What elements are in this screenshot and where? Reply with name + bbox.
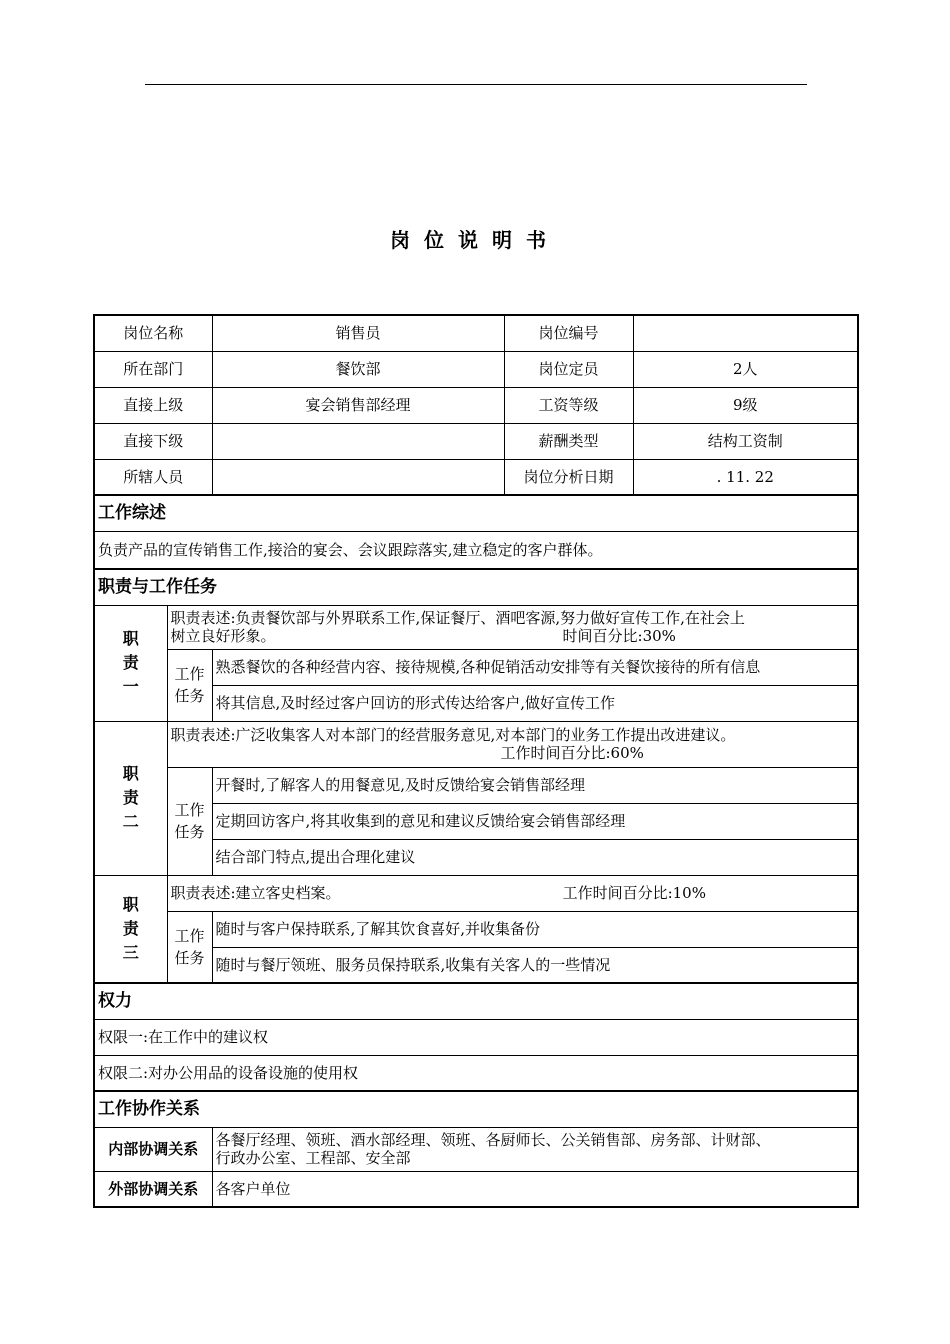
staff-value (212, 459, 504, 495)
duty-2-label: 职责二 (94, 721, 167, 875)
summary-heading: 工作综述 (94, 495, 858, 531)
position-name-label: 岗位名称 (94, 315, 212, 351)
analysis-date-value: . 11. 22 (633, 459, 858, 495)
summary-text: 负责产品的宣传销售工作,接洽的宴会、会议跟踪落实,建立稳定的客户群体。 (94, 531, 858, 569)
subordinate-value (212, 423, 504, 459)
duty-1-task-label: 工作任务 (167, 649, 212, 721)
duty-2-description: 职责表述:广泛收集客人对本部门的经营服务意见,对本部门的业务工作提出改进建议。 工作时间百分比:60% (167, 721, 858, 767)
authority-heading: 权力 (94, 983, 858, 1019)
position-name-value: 销售员 (212, 315, 504, 351)
headcount-label: 岗位定员 (504, 351, 633, 387)
duty-3-task-2: 随时与餐厅领班、服务员保持联系,收集有关客人的一些情况 (212, 947, 858, 983)
internal-coordination-value: 各餐厅经理、领班、酒水部经理、领班、各厨师长、公关销售部、房务部、计财部、 行政办公室、工程部、安全部 (212, 1127, 858, 1171)
duty-3-task-label: 工作任务 (167, 911, 212, 983)
duty-3-task-row (94, 911, 858, 947)
salary-grade-label: 工资等级 (504, 387, 633, 423)
subordinate-label: 直接下级 (94, 423, 212, 459)
header-rule (145, 84, 807, 85)
position-id-label: 岗位编号 (504, 315, 633, 351)
duty-2-task-3: 结合部门特点,提出合理化建议 (212, 839, 858, 875)
duty-2-task-label: 工作任务 (167, 767, 212, 875)
duty-2-task-2: 定期回访客户,将其收集到的意见和建议反馈给宴会销售部经理 (212, 803, 858, 839)
duty-2-desc-row (94, 721, 858, 767)
authority-item-2: 权限二:对办公用品的设备设施的使用权 (94, 1055, 858, 1091)
external-coordination-label: 外部协调关系 (94, 1171, 212, 1207)
staff-label: 所辖人员 (94, 459, 212, 495)
duty-1-desc-row (94, 605, 858, 649)
headcount-value: 2人 (633, 351, 858, 387)
duty-3-task-1: 随时与客户保持联系,了解其饮食喜好,并收集备份 (212, 911, 858, 947)
internal-coordination-label: 内部协调关系 (94, 1127, 212, 1171)
authority-item-1: 权限一:在工作中的建议权 (94, 1019, 858, 1055)
position-id-value (633, 315, 858, 351)
duty-2-task-row (94, 767, 858, 803)
duty-1-task-row (94, 649, 858, 685)
department-label: 所在部门 (94, 351, 212, 387)
duty-1-task-2: 将其信息,及时经过客户回访的形式传达给客户,做好宣传工作 (212, 685, 858, 721)
external-coordination-row (94, 1171, 858, 1207)
salary-grade-value: 9级 (633, 387, 858, 423)
duty-2-task-1: 开餐时,了解客人的用餐意见,及时反馈给宴会销售部经理 (212, 767, 858, 803)
info-row (94, 315, 858, 351)
document-title: 岗位说明书 (390, 228, 560, 252)
external-coordination-value: 各客户单位 (212, 1171, 858, 1207)
duties-heading: 职责与工作任务 (94, 569, 858, 605)
pay-type-label: 薪酬类型 (504, 423, 633, 459)
cooperation-heading: 工作协作关系 (94, 1091, 858, 1127)
info-row (94, 423, 858, 459)
superior-value: 宴会销售部经理 (212, 387, 504, 423)
info-row (94, 351, 858, 387)
pay-type-value: 结构工资制 (633, 423, 858, 459)
job-description-table (93, 314, 859, 1208)
analysis-date-label: 岗位分析日期 (504, 459, 633, 495)
superior-label: 直接上级 (94, 387, 212, 423)
internal-coordination-row (94, 1127, 858, 1171)
info-row (94, 387, 858, 423)
duty-3-description: 职责表述:建立客史档案。 工作时间百分比:10% (167, 875, 858, 911)
duty-3-label: 职责三 (94, 875, 167, 983)
duty-1-description: 职责表述:负责餐饮部与外界联系工作,保证餐厅、酒吧客源,努力做好宣传工作,在社会上 树立良好形象。 时间百分比:30% (167, 605, 858, 649)
duty-3-desc-row (94, 875, 858, 911)
duty-1-task-1: 熟悉餐饮的各种经营内容、接待规模,各种促销活动安排等有关餐饮接待的所有信息 (212, 649, 858, 685)
info-row (94, 459, 858, 495)
department-value: 餐饮部 (212, 351, 504, 387)
duty-1-label: 职责一 (94, 605, 167, 721)
